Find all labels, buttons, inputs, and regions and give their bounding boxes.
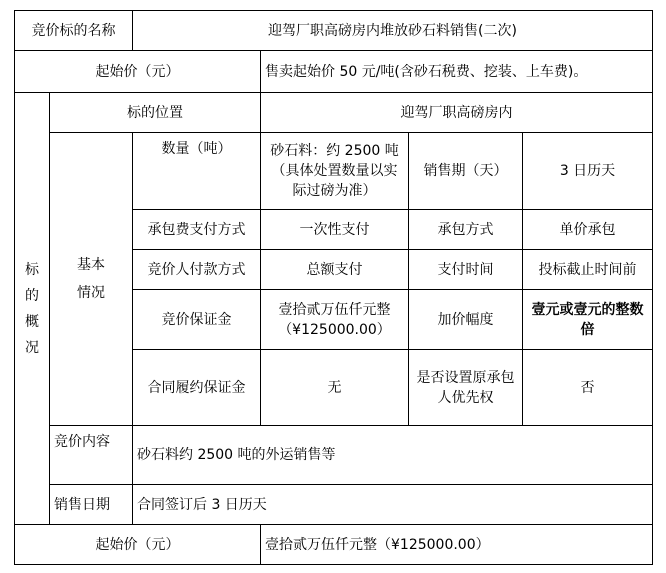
sale-period-value: 3 日历天 <box>523 133 653 210</box>
fee-payment-label: 承包费支付方式 <box>133 210 261 250</box>
basic-label: 基本情况 <box>77 257 105 301</box>
overview-label: 标的概况 <box>25 261 39 356</box>
content-value: 砂石料约 2500 吨的外运销售等 <box>133 426 653 485</box>
basic-label-cell <box>50 133 133 426</box>
start-price-value: 售卖起始价 50 元/吨(含砂石税费、挖装、上车费)。 <box>261 51 653 93</box>
payment-time-label: 支付时间 <box>409 250 523 290</box>
payment-time-value: 投标截止时间前 <box>523 250 653 290</box>
performance-value: 无 <box>261 350 409 426</box>
bidder-payment-value: 总额支付 <box>261 250 409 290</box>
name-value: 迎驾厂职高磅房内堆放砂石料销售(二次) <box>133 11 653 51</box>
final-price-label: 起始价（元） <box>15 525 261 565</box>
content-label: 竞价内容 <box>50 426 133 485</box>
bidder-payment-label: 竞价人付款方式 <box>133 250 261 290</box>
start-price-label: 起始价（元） <box>15 51 261 93</box>
increment-value: 壹元或壹元的整数倍 <box>523 290 653 350</box>
contract-mode-value: 单价承包 <box>523 210 653 250</box>
contract-mode-label: 承包方式 <box>409 210 523 250</box>
increment-label: 加价幅度 <box>409 290 523 350</box>
deposit-label: 竞价保证金 <box>133 290 261 350</box>
fee-payment-value: 一次性支付 <box>261 210 409 250</box>
priority-label: 是否设置原承包人优先权 <box>409 350 523 426</box>
location-value: 迎驾厂职高磅房内 <box>261 93 653 133</box>
name-label: 竞价标的名称 <box>15 11 133 51</box>
overview-label-cell <box>15 93 50 525</box>
location-label: 标的位置 <box>50 93 261 133</box>
priority-value: 否 <box>523 350 653 426</box>
sale-period-label: 销售期（天） <box>409 133 523 210</box>
final-price-value: 壹拾贰万伍仟元整（¥125000.00） <box>261 525 653 565</box>
sale-date-label: 销售日期 <box>50 485 133 525</box>
quantity-value: 砂石料：约 2500 吨（具体处置数量以实际过磅为准） <box>261 133 409 210</box>
auction-info-table <box>14 10 653 565</box>
sale-date-value: 合同签订后 3 日历天 <box>133 485 653 525</box>
deposit-value: 壹拾贰万伍仟元整（¥125000.00） <box>261 290 409 350</box>
quantity-label: 数量（吨） <box>133 133 261 210</box>
performance-label: 合同履约保证金 <box>133 350 261 426</box>
